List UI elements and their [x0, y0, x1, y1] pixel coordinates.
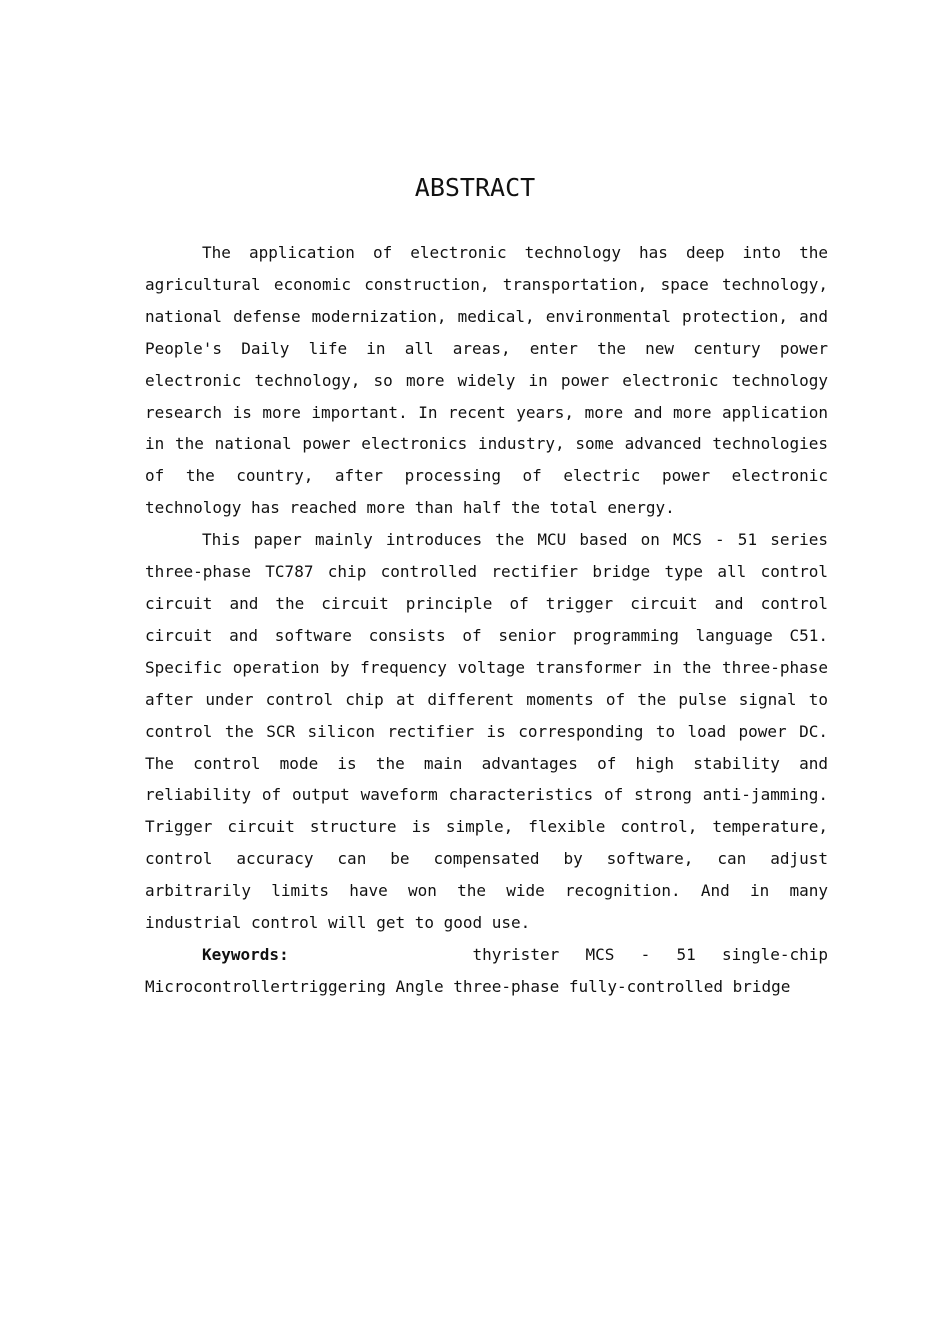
keywords-paragraph	[145, 939, 828, 1003]
abstract-body	[145, 237, 828, 1003]
abstract-paragraph-2: This paper mainly introduces the MCU based on MCS - 51 series three-phase TC787 chip controlled rectifier bridge type all control circuit and the circuit principle of trigger circuit and control circuit and software consists of senior programming language C51. Specific operation by frequency voltage transformer in the three-phase after under control chip at different moments of the pulse signal to control the SCR silicon rectifier is corresponding to load power DC. The control mode is the main advantages of high stability and reliability of output waveform characteristics of strong anti-jamming. Trigger circuit structure is simple, flexible control, temperature, control accuracy can be compensated by software, can adjust arbitrarily limits have won the wide recognition. And in many industrial control will get to good use.	[145, 530, 828, 933]
abstract-paragraph-1: The application of electronic technology has deep into the agricultural economic construction, transportation, space technology, national defense modernization, medical, environmental protection, and People's Daily life in all areas, enter the new century power electronic technology, so more widely in power electronic technology research is more important. In recent years, more and more application in the national power electronics industry, some advanced technologies of the country, after processing of electric power electronic technology has reached more than half the total energy.	[145, 243, 828, 518]
page-title: ABSTRACT	[414, 173, 536, 202]
keywords-text: thyrister MCS - 51 single-chip Microcontrollertriggering Angle three-phase fully-controlled bridge	[145, 944, 828, 996]
keywords-label: Keywords:	[202, 944, 289, 964]
